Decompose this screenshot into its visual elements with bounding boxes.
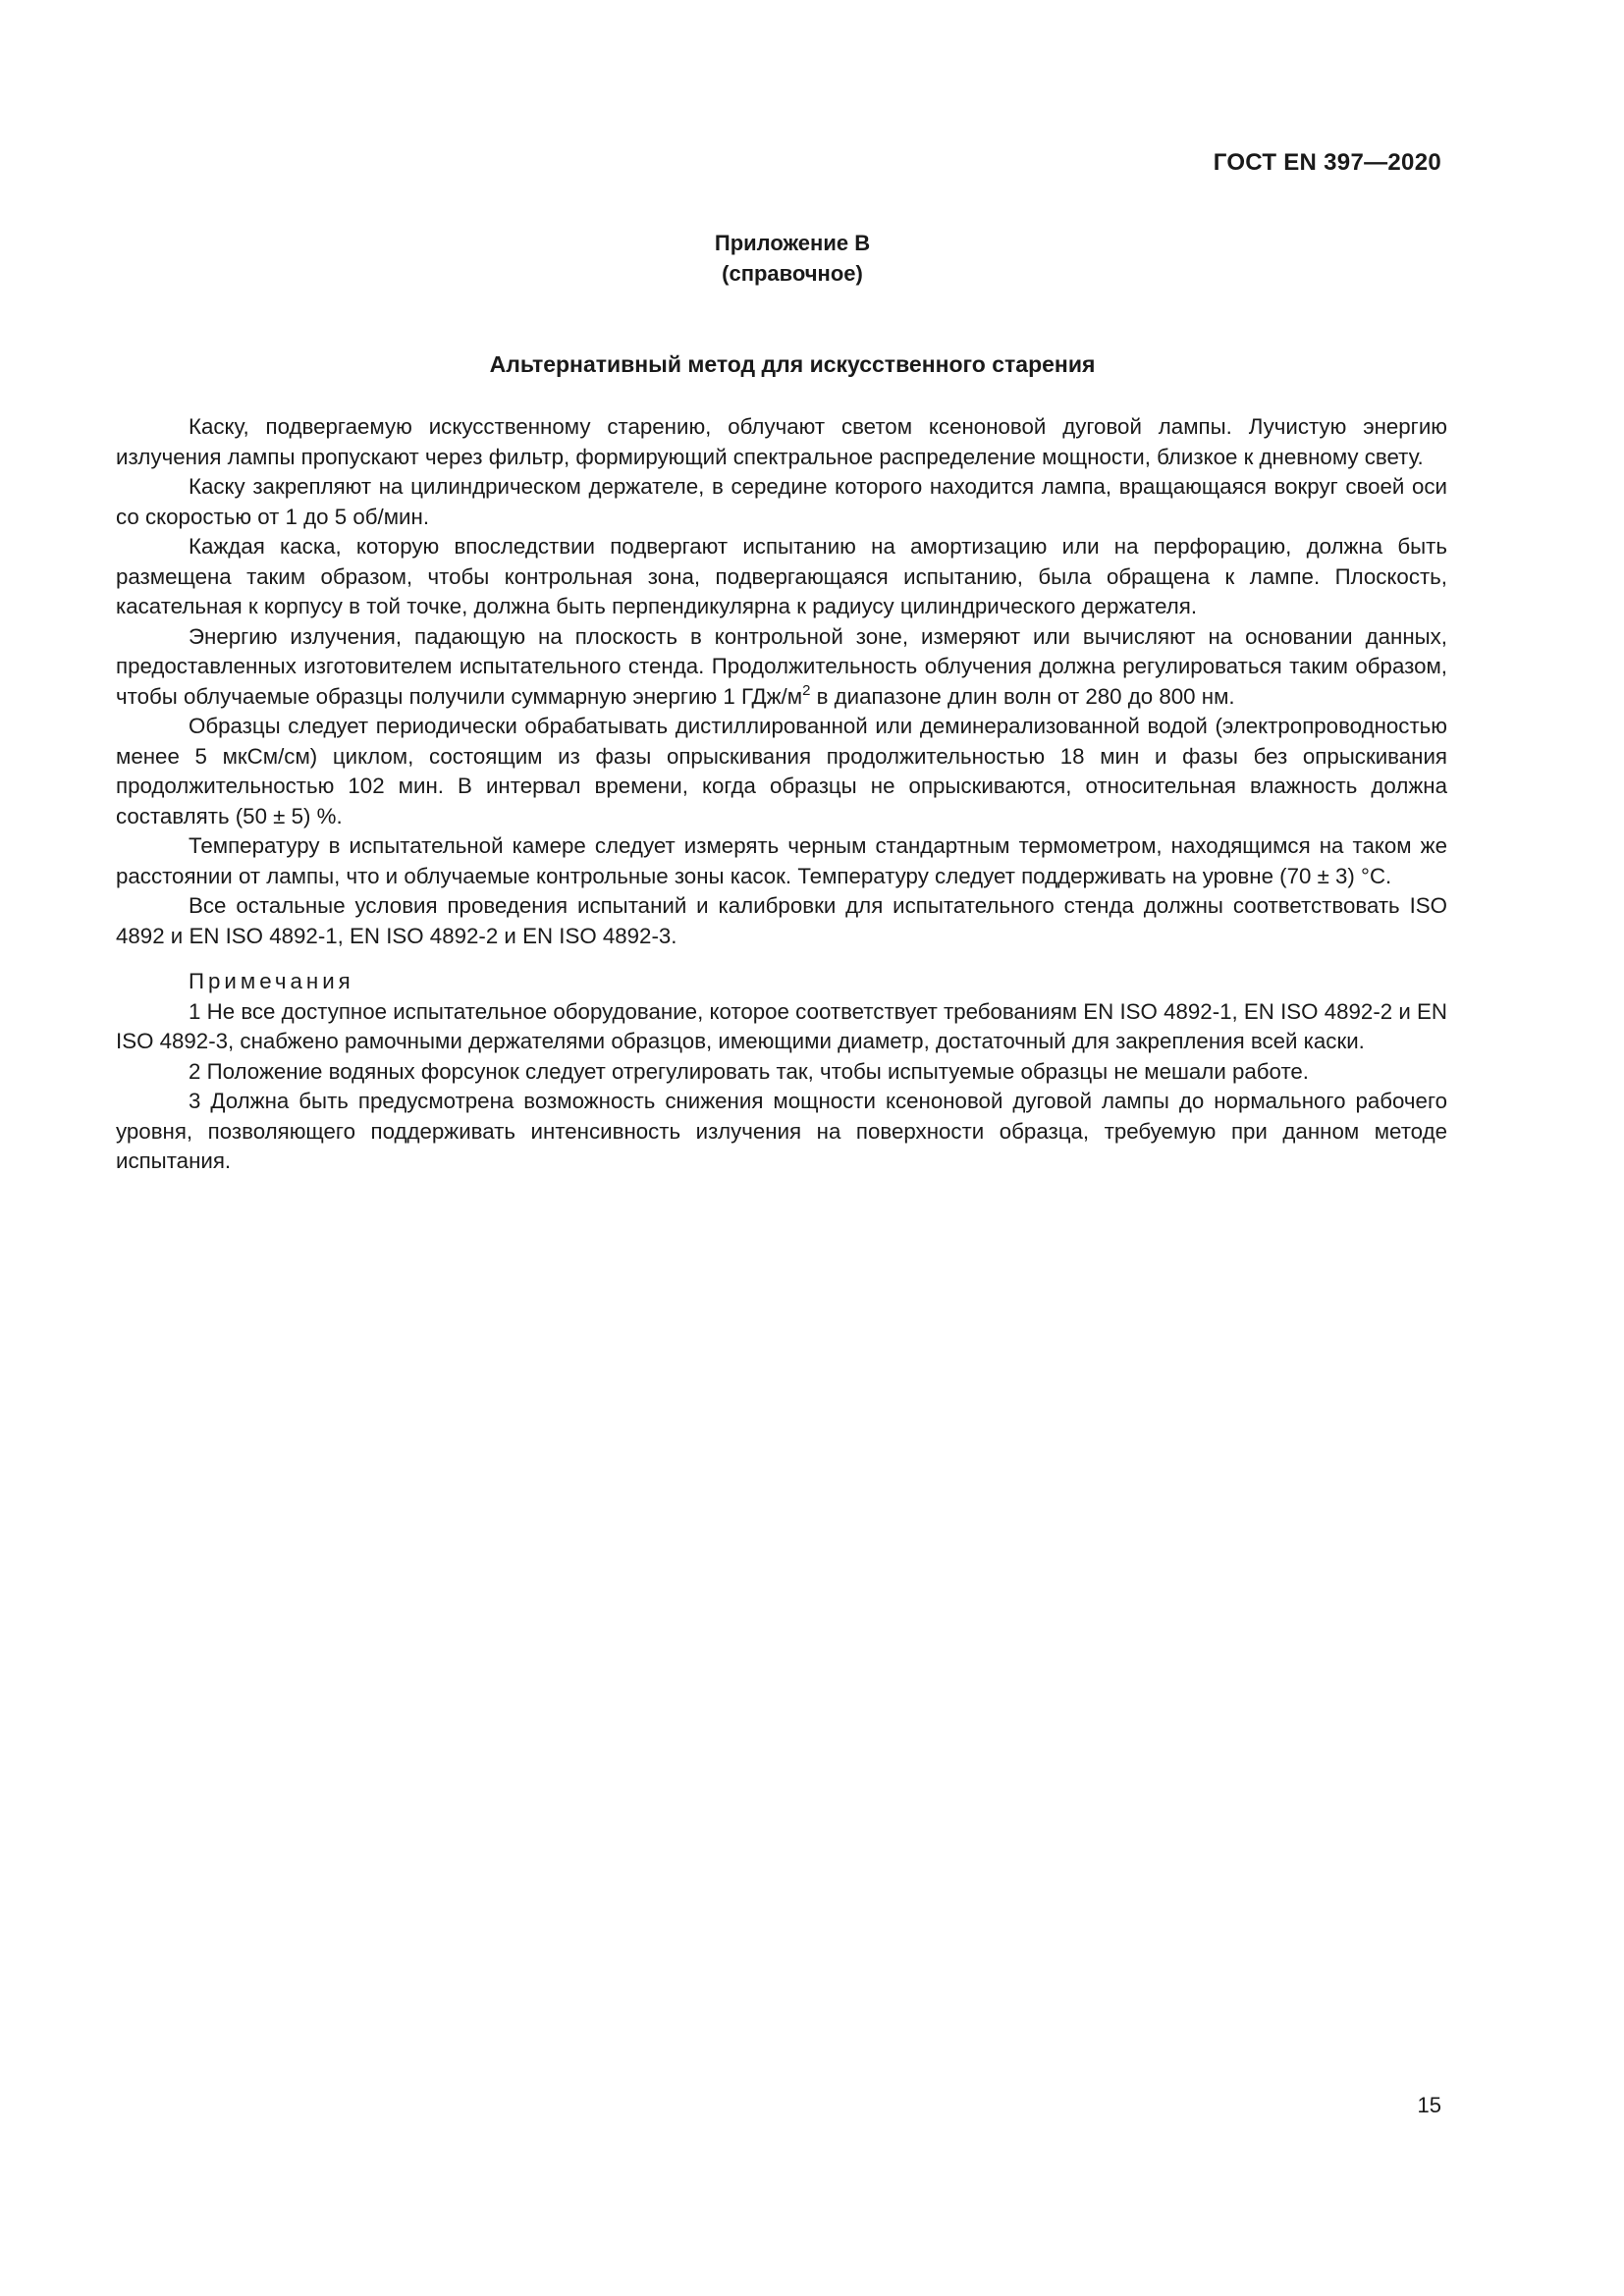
paragraph-energy <box>116 622 1447 713</box>
annex-heading <box>0 228 1585 289</box>
note-item: 2 Положение водяных форсунок следует отрегулировать так, чтобы испытуемые образцы не мешали работе. <box>189 1058 1310 1084</box>
document-code: ГОСТ EN 397—2020 <box>1213 149 1441 176</box>
energy-text-before: Энергию излучения, падающую на плоскость в контрольной зоне, измеряют или вычисляют на основании данных, предоставленных изготовителем испытательного стенда. Продолжительность облучения должна регулироваться таким образом, чтобы облучаемые образцы получили суммарную энергию 1 ГДж/м <box>116 623 1447 709</box>
paragraph: Каждая каска, которую впоследствии подвергают испытанию на амортизацию или на перфорацию, должна быть размещена таким образом, чтобы контрольная зона, подвергающаяся испытанию, была обращена к лампе. Плоскость, касательная к корпусу в той точке, должна быть перпендикулярна к радиусу цилиндрического держателя. <box>116 534 1447 618</box>
note-item: 1 Не все доступное испытательное оборудование, которое соответствует требованиям EN ISO 4892-1, EN ISO 4892-2 и EN ISO 4892-3, снабжено рамочными держателями образцов, имеющими диаметр, достаточный для закрепления всей каски. <box>116 998 1447 1053</box>
document-body <box>116 412 1447 1177</box>
page-number: 15 <box>1417 2093 1441 2117</box>
paragraph: Каску закрепляют на цилиндрическом держателе, в середине которого находится лампа, вращающаяся вокруг своей оси со скоростью от 1 до 5 об/мин. <box>116 474 1447 529</box>
superscript: 2 <box>802 681 811 699</box>
paragraph: Образцы следует периодически обрабатывать дистиллированной или деминерализованной водой (электропроводностью менее 5 мкСм/см) циклом, состоящим из фазы опрыскивания продолжительностью 18 мин и фазы без опрыскивания продолжительностью 102 мин. В интервал времени, когда образцы не опрыскиваются, относительная влажность должна составлять (50 ± 5) %. <box>116 714 1447 828</box>
notes-heading: Примечания <box>189 969 354 993</box>
annex-subtitle: (справочное) <box>722 261 863 286</box>
paragraph: Все остальные условия проведения испытаний и калибровки для испытательного стенда должны соответствовать ISO 4892 и EN ISO 4892-1, EN ISO 4892-2 и EN ISO 4892-3. <box>116 893 1447 948</box>
note-item: 3 Должна быть предусмотрена возможность снижения мощности ксеноновой дуговой лампы до нормального рабочего уровня, позволяющего поддерживать интенсивность излучения на поверхности образца, требуемую при данном методе испытания. <box>116 1089 1447 1173</box>
energy-text-after: в диапазоне длин волн от 280 до 800 нм. <box>810 683 1235 709</box>
section-title: Альтернативный метод для искусственного старения <box>489 351 1096 377</box>
paragraph: Каску, подвергаемую искусственному старению, облучают светом ксеноновой дуговой лампы. Лучистую энергию излучения лампы пропускают через фильтр, формирующий спектральное распределение мощности, близкое к дневному свету. <box>116 414 1447 469</box>
annex-title: Приложение В <box>714 231 871 255</box>
notes-section <box>116 967 1447 1177</box>
paragraph: Температуру в испытательной камере следует измерять черным стандартным термометром, находящимся на таком же расстоянии от лампы, что и облучаемые контрольные зоны касок. Температуру следует поддерживать на уровне (70 ± 3) °С. <box>116 833 1447 888</box>
